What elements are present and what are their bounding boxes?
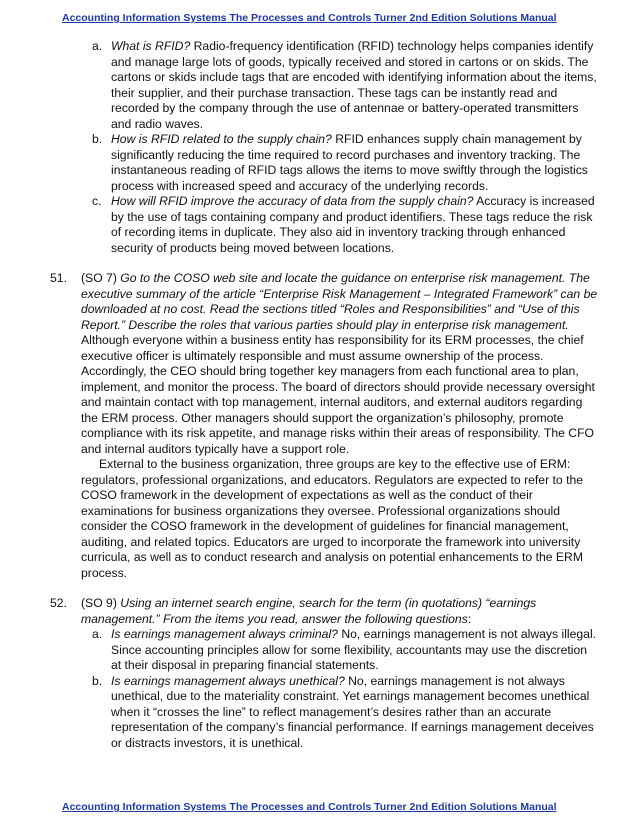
part-answer: No, earnings management is not always unethical, due to the materiality constraint. Yet earnings management becomes unethical when it “crosses the line” to reflect management’s desires rather than an accurate representation of the company’s financial performance. If earnings management deceives or distracts investors, it is unethical. bbox=[111, 673, 594, 750]
question-number: 52. bbox=[50, 596, 67, 610]
footer-running-title[interactable]: Accounting Information Systems The Processes and Controls Turner 2nd Edition Solutions Manual bbox=[62, 801, 557, 813]
q50-part-b bbox=[0, 132, 638, 194]
part-answer: Radio-frequency identification (RFID) technology helps companies identify and manage large lots of goods, typically received and stored in cartons or on skids. The cartons or skids include tags that are encoded with identifying information about the items, their supplier, and their purchase transaction. These tags can be instantly read and recorded by the company through the use of antennae or battery-operated transmitters and radio waves. bbox=[111, 39, 597, 131]
part-label: a. bbox=[92, 627, 103, 641]
answer-paragraph-1: Although everyone within a business entity has responsibility for its ERM processes, the chief executive officer is ultimately responsible and must assume ownership of the process. Accordingly, the CEO should bring together key managers from each functional area to plan, implement, and monitor the process. The board of directors should provide necessary oversight and maintain contact with top management, internal auditors, and external auditors regarding the ERM process. Other managers should support the organization’s philosophy, promote compliance with its risk appetite, and manage risks within their areas of responsibility. The CFO and internal auditors typically have a support role. bbox=[81, 333, 595, 456]
study-objective: (SO 9) bbox=[81, 596, 117, 610]
question-prompt: Using an internet search engine, search for the term (in quotations) “earnings management.” From the items you read, answer the following questions bbox=[81, 596, 537, 626]
question-number: 51. bbox=[50, 271, 67, 285]
question-51 bbox=[0, 271, 638, 457]
part-question: How will RFID improve the accuracy of data from the supply chain? bbox=[111, 194, 474, 208]
part-question: Is earnings management always criminal? bbox=[111, 627, 338, 641]
part-question: Is earnings management always unethical? bbox=[111, 673, 345, 688]
part-answer: Accuracy is increased by the use of tags containing company and product identifiers. These tags reduce the risk of recording items in duplicate. They also aid in inventory tracking through enhanced security of products being moved between locations. bbox=[111, 194, 595, 255]
part-label: c. bbox=[92, 194, 102, 208]
part-question: What is RFID? bbox=[111, 39, 191, 53]
page-body bbox=[0, 39, 638, 751]
part-label: b. bbox=[92, 132, 103, 146]
study-objective: (SO 7) bbox=[81, 271, 117, 285]
q50-part-a bbox=[0, 39, 638, 132]
question-prompt: Go to the COSO web site and locate the guidance on enterprise risk management. The executive summary of the article “Enterprise Risk Management – Integrated Framework” can be downloaded at no cost. Read the sections titled “Roles and Responsibilities” and “Use of this Report.” Describe the roles that various parties should play in enterprise risk management. bbox=[81, 271, 598, 332]
header-running-title[interactable]: Accounting Information Systems The Processes and Controls Turner 2nd Edition Solutions Manual bbox=[62, 12, 557, 24]
part-label: a. bbox=[92, 39, 103, 53]
answer-paragraph-2: External to the business organization, three groups are key to the effective use of ERM: regulators, professional organizations, and educators. Regulators are expected to refer to the COSO framework in the development of expectations as well as the conduct of their examinations for business organizations they oversee. Professional organizations should consider the COSO framework in the development of guidelines for financial management, auditing, and related topics. Educators are urged to incorporate the framework into university curricula, as well as to conduct research and analysis on potential enhancements to the ERM process. bbox=[81, 457, 584, 580]
part-label: b. bbox=[92, 673, 103, 688]
question-52 bbox=[0, 596, 638, 627]
part-answer: No, earnings management is not always illegal. Since accounting principles allow for some flexibility, accountants may use the discretion at their disposal in preparing financial statements. bbox=[111, 627, 597, 672]
q52-part-b bbox=[0, 674, 638, 752]
q50-part-c bbox=[0, 194, 638, 256]
part-answer: RFID enhances supply chain management by significantly reducing the time required to record purchases and inventory tracking. The instantaneous reading of RFID tags allows the items to move swiftly through the logistics process with increased speed and accuracy of the underlying records. bbox=[111, 132, 588, 193]
part-question: How is RFID related to the supply chain? bbox=[111, 132, 332, 146]
prompt-colon: : bbox=[467, 611, 472, 626]
q52-part-a bbox=[0, 627, 638, 674]
